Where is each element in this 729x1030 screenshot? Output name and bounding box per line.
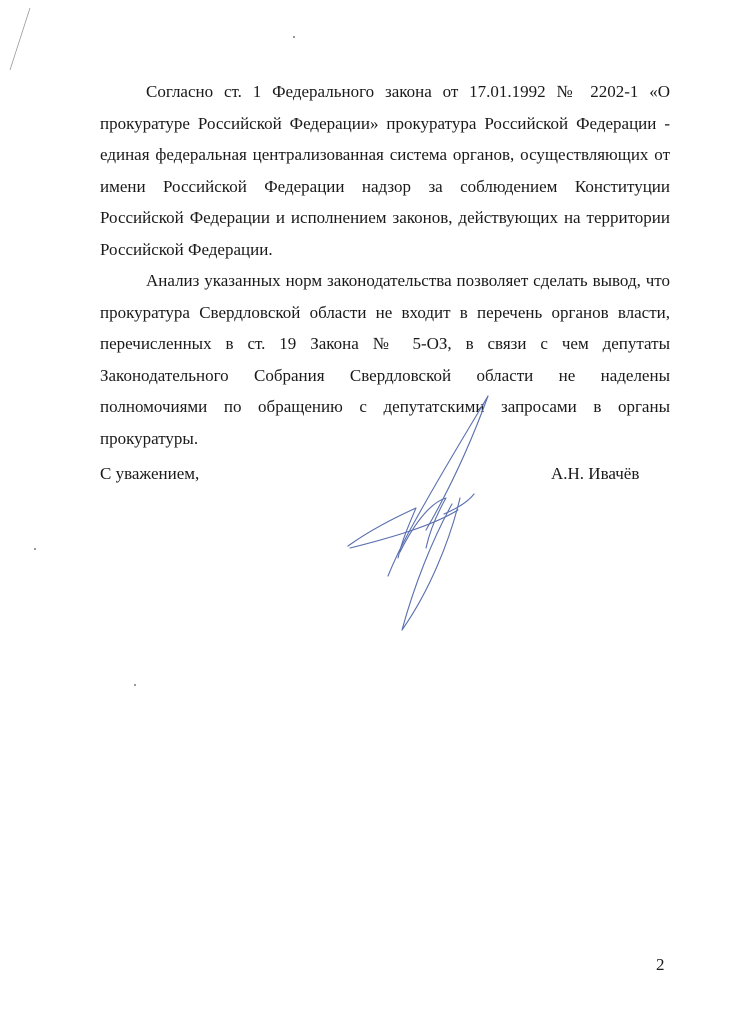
paragraph: Анализ указанных норм законодательства позволяет сделать вывод, что прокуратура Свердловской области не входит в перечень органов власти, перечисленных в ст. 19 Закона № 5-ОЗ, в связи с чем депутаты Законодательного Собрания Свердловской области не наделены полномочиями по обращению с депутатскими запросами в органы прокуратуры. <box>100 271 670 448</box>
scan-dust <box>34 548 36 550</box>
page-number: 2 <box>656 955 665 974</box>
scan-edge-mark <box>0 0 40 80</box>
salutation: С уважением, <box>100 464 200 483</box>
signatory-name: А.Н. Ивачёв <box>551 464 640 483</box>
scan-dust <box>293 36 295 38</box>
handwritten-signature <box>340 380 510 640</box>
paragraph: Согласно ст. 1 Федерального закона от 17.01.1992 № 2202-1 «О прокуратуре Российской Федерации» прокуратура Российской Федерации - единая федеральная централизованная система органов, осуществляющих от имени Российской Федерации надзор за соблюдением Конституции Российской Федерации и исполнением законов, действующих на территории Российской Федерации. <box>100 82 670 259</box>
scan-dust <box>134 684 136 686</box>
